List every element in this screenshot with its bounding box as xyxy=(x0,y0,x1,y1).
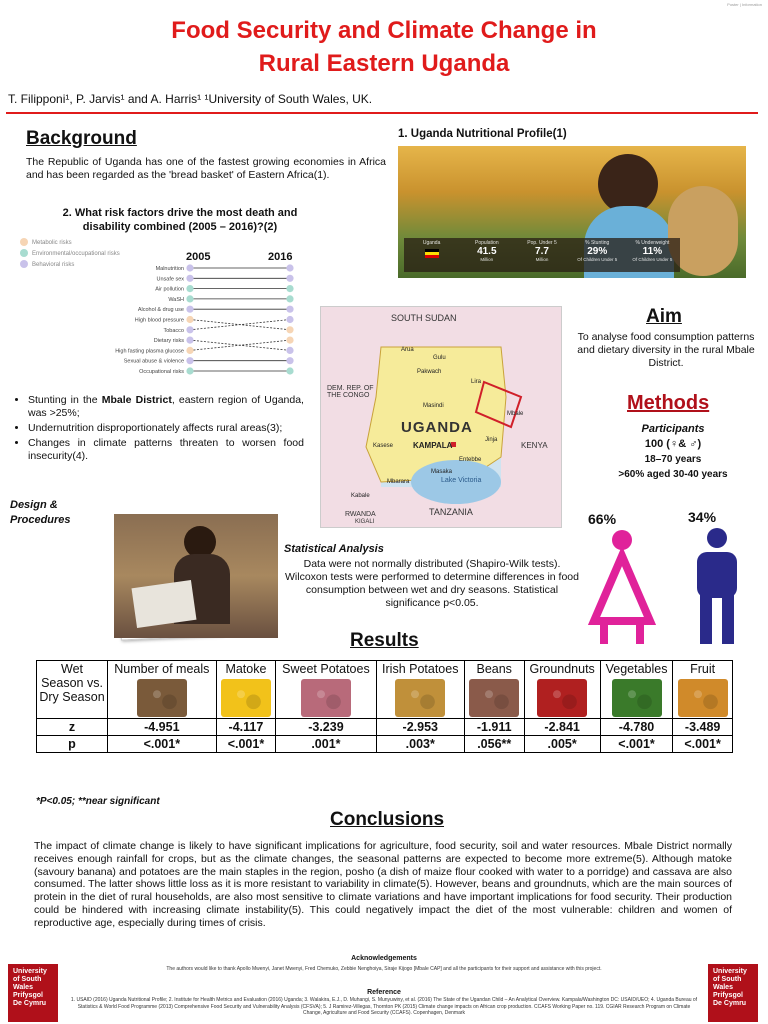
risk-ranking-chart xyxy=(100,262,300,387)
legend-behavioral: Behavioral risks xyxy=(20,260,120,271)
map-label-rwanda: RWANDA xyxy=(345,511,376,518)
column-label: Irish Potatoes xyxy=(382,662,459,676)
corner-note: Poster | Information xyxy=(727,2,762,7)
profile-stat-sub: Million xyxy=(480,257,494,262)
results-col-header xyxy=(600,661,672,719)
title-line-1: Food Security and Climate Change in xyxy=(171,17,597,44)
p-value: .003* xyxy=(376,736,464,753)
male-icon xyxy=(697,528,737,644)
risk-label: Unsafe sex xyxy=(156,276,184,283)
profile-stat-0 xyxy=(404,238,459,272)
participants-count: 100 (♀& ♂) xyxy=(644,438,702,450)
rank-2005-marker xyxy=(186,306,193,313)
usw-logo-right: University of South Wales Prifysgol De Cymru xyxy=(708,964,758,1022)
p-value: .001* xyxy=(276,736,376,753)
map-label-masindi: Masindi xyxy=(423,403,444,409)
z-value: -4.780 xyxy=(600,719,672,736)
results-note: *P<0.05; **near significant xyxy=(36,796,160,807)
food-image xyxy=(612,679,662,717)
z-value: -2.953 xyxy=(376,719,464,736)
profile-stat-label: % Underweight xyxy=(635,240,670,246)
stats-text: Data were not normally distributed (Shapiro-Wilk tests). Wilcoxon tests were performed to determine differences in food consumption between wet and dry seasons. Statistical significance p<0.05. xyxy=(285,558,579,609)
profile-stats-bar xyxy=(404,238,680,272)
results-z-row xyxy=(37,719,733,736)
risk-label: High fasting plasma glucose xyxy=(115,348,184,355)
bullet-undernutrition: • Undernutrition disproportionately affects rural areas(3); xyxy=(28,422,304,435)
results-col-header xyxy=(673,661,733,719)
risk-label: Dietary risks xyxy=(153,338,184,345)
map-label-tanzania: TANZANIA xyxy=(429,507,473,517)
aim-text: To analyse food consumption patterns and dietary diversity in the rural Mbale District. xyxy=(577,331,755,369)
profile-stat-sub: Of Children Under 5 xyxy=(577,257,618,262)
bullet-stunting: • Stunting in the Mbale District, eastern region of Uganda, was >25%; xyxy=(28,394,304,420)
food-image xyxy=(221,679,271,717)
map-label-pakwach: Pakwach xyxy=(417,369,442,375)
profile-stat-value: 7.7 xyxy=(535,246,549,257)
map-label-kampala: KAMPALA xyxy=(413,441,453,450)
title-line-2: Rural Eastern Uganda xyxy=(258,50,510,77)
risk-label: WaSH xyxy=(168,296,184,303)
female-icon xyxy=(594,530,650,644)
z-value: -3.489 xyxy=(673,719,733,736)
z-value: -4.117 xyxy=(216,719,276,736)
uganda-flag-icon xyxy=(425,249,439,258)
results-p-row xyxy=(37,736,733,753)
ref-heading: Reference xyxy=(367,989,401,996)
profile-stat-sub: Million xyxy=(535,257,549,262)
rank-2016-marker xyxy=(286,326,293,333)
participants-age-note: >60% aged 30-40 years xyxy=(618,469,728,480)
food-image xyxy=(137,679,187,717)
title-divider xyxy=(6,112,758,114)
risk-label: Tobacco xyxy=(163,327,184,334)
year-2005: 2005 xyxy=(186,251,211,263)
participants-age: 18–70 years xyxy=(644,454,702,465)
poster-title xyxy=(0,14,768,80)
risk-label: Malnutrition xyxy=(155,266,184,272)
column-label: Beans xyxy=(476,662,512,676)
p-label-cell: p xyxy=(37,736,108,753)
profile-stat-3 xyxy=(570,238,625,272)
conclusions-heading: Conclusions xyxy=(330,809,445,830)
map-label-jinja: Jinja xyxy=(485,437,498,443)
profile-photo xyxy=(398,146,746,278)
male-percent: 34% xyxy=(688,509,717,525)
map-label-mbarara: Mbarara xyxy=(387,479,410,485)
map-label-drc: DEM. REP. OF THE CONGO xyxy=(327,385,374,399)
rank-2016-marker xyxy=(286,347,293,354)
conclusions-text: The impact of climate change is likely to have significant implications for agriculture, food security, soil and water resources. Mbale District normally receives enough rainfall for crops, but as the climate changes, the seasonal patterns are expected to become more extreme(5). Although matoke (savoury banana) and potatoes are the main staples in the region, posho (a dish of maize flour cooked with water to a porridge) and cassava are also consumed. The latter shows little loss as it is more resistant to variability in climate(5). However, beans and groundnuts, which are the main sources of protein in the diet of rural households, are also most sensitive to climate variations and have important implications for food security. Their production could be hindered with increasing climate instability(5). This could negatively impact the diet of the most vulnerable: children and women of reproductive age, especially during times of crisis. xyxy=(34,840,732,929)
profile-heading: 1. Uganda Nutritional Profile(1) xyxy=(398,128,567,140)
rank-2016-marker xyxy=(286,264,293,271)
column-label: Vegetables xyxy=(605,662,668,676)
profile-stat-label: Pop. Under 5 xyxy=(527,240,557,246)
results-heading: Results xyxy=(350,630,419,651)
risk-label: Air pollution xyxy=(155,286,184,293)
map-label-arua: Arua xyxy=(401,347,414,353)
profile-stat-label: % Stunting xyxy=(585,240,610,246)
profile-stat-sub: Of Children Under 5 xyxy=(632,257,673,262)
p-value: <.001* xyxy=(673,736,733,753)
background-bullets xyxy=(14,394,304,465)
risk-label: Occupational risks xyxy=(139,369,184,375)
methods-heading: Methods xyxy=(627,392,710,414)
results-col-header xyxy=(216,661,276,719)
results-header-row xyxy=(37,661,733,719)
map-label-entebbe: Entebbe xyxy=(459,457,482,463)
z-value: -4.951 xyxy=(108,719,217,736)
rank-2005-marker xyxy=(186,357,193,364)
profile-stat-value: 41.5 xyxy=(477,246,497,257)
rank-2005-marker xyxy=(186,316,193,323)
risk-label: Alcohol & drug use xyxy=(137,307,184,314)
interview-photo xyxy=(114,514,278,638)
rank-2005-marker xyxy=(186,275,193,282)
map-label-kenya: KENYA xyxy=(521,441,548,450)
background-intro: The Republic of Uganda has one of the fastest growing economies in Africa and has been regarded as the 'bread basket' of Eastern Africa(1). xyxy=(26,156,386,181)
authors: T. Filipponi¹, P. Jarvis¹ and A. Harris¹ ¹University of South Wales, UK. xyxy=(8,92,373,106)
participants-label: Participants xyxy=(641,423,705,435)
profile-stat-value: 11% xyxy=(642,246,663,257)
uganda-map xyxy=(320,306,562,528)
column-label: Sweet Potatoes xyxy=(282,662,370,676)
results-col-header xyxy=(108,661,217,719)
questionnaire-paper xyxy=(132,580,197,628)
food-image xyxy=(301,679,351,717)
rank-2016-marker xyxy=(286,357,293,364)
gender-icons xyxy=(582,526,752,646)
profile-stat-1 xyxy=(459,238,514,272)
food-image xyxy=(537,679,587,717)
map-label-lira: Lira xyxy=(471,379,482,385)
profile-stat-label: Uganda xyxy=(422,240,441,246)
rank-2005-marker xyxy=(186,337,193,344)
legend-metabolic: Metabolic risks xyxy=(20,238,120,249)
ref-text: 1. USAID (2016) Uganda Nutritional Profile; 2. Institute for Health Metrics and Evaluation (2016) Uganda; 3. Walakira, E.J., D. Muhangi, S. Munyuwiny, et al. (2016) The State of the Ugandan Child – An Analytical Overview. Kampala/Washington DC: USAID/UEO; 4. Uganda Bureau of Statistics & World Food Programme (2013) Comprehensive Food Security and Vulnerability Analysis (CFSVA); 5. J Ramirez-Villegas, Thornton PK (2015) Climate change impacts on African crop production. CCAFS Working Paper no. 119. CGIAR Research Program on Climate Change, Agriculture and Food Security (CCAFS). Copenhagen, Denmark xyxy=(70,997,698,1016)
profile-stat-label: Population xyxy=(474,240,499,246)
rank-2005-marker xyxy=(186,367,193,374)
results-col-header xyxy=(376,661,464,719)
rank-2005-marker xyxy=(186,285,193,292)
results-col-header xyxy=(524,661,600,719)
results-table xyxy=(36,660,733,753)
p-value: .056** xyxy=(464,736,524,753)
p-value: <.001* xyxy=(600,736,672,753)
female-percent: 66% xyxy=(588,511,617,527)
risk-question: 2. What risk factors drive the most death and disability combined (2005 – 2016)?(2) xyxy=(62,207,298,233)
rank-2016-marker xyxy=(286,285,293,292)
map-label-kigali: KIGALI xyxy=(355,519,375,525)
column-label: Fruit xyxy=(690,662,716,676)
results-corner-cell: Wet Season vs. Dry Season xyxy=(37,661,108,719)
rank-2005-marker xyxy=(186,347,193,354)
map-label-uganda: UGANDA xyxy=(401,419,473,436)
risk-label: High blood pressure xyxy=(134,317,184,324)
z-label-cell: z xyxy=(37,719,108,736)
bullet-climate: • Changes in climate patterns threaten to worsen food insecurity(4). xyxy=(28,437,304,463)
map-label-kabale: Kabale xyxy=(351,493,370,499)
rank-2016-marker xyxy=(286,295,293,302)
z-value: -2.841 xyxy=(524,719,600,736)
p-value: <.001* xyxy=(108,736,217,753)
risk-ranking-lines xyxy=(100,262,300,387)
rank-2016-marker xyxy=(286,306,293,313)
aim-heading: Aim xyxy=(646,306,682,327)
legend-environmental: Environmental/occupational risks xyxy=(20,249,120,260)
ack-text: The authors would like to thank Apollo Mwenyi, Janet Mwenyi, Fred Chemuko, Zebbie Nenghoiya, Siraje Kijogo [Mbale CAP] and all the participants for their support and assistance with this project. xyxy=(166,966,602,972)
year-2016: 2016 xyxy=(268,251,293,263)
column-label: Matoke xyxy=(225,662,267,676)
food-image xyxy=(395,679,445,717)
rank-2016-marker xyxy=(286,367,293,374)
profile-stat-2 xyxy=(514,238,569,272)
map-label-kasese: Kasese xyxy=(373,443,394,449)
usw-logo-left: University of South Wales Prifysgol De Cymru xyxy=(8,964,58,1022)
food-image xyxy=(469,679,519,717)
participants-block xyxy=(588,422,758,482)
rank-2005-marker xyxy=(186,326,193,333)
results-col-header xyxy=(464,661,524,719)
map-label-gulu: Gulu xyxy=(433,355,446,361)
profile-stat-value: 29% xyxy=(587,246,608,257)
risk-label: Sexual abuse & violence xyxy=(123,358,184,365)
rank-2016-marker xyxy=(286,275,293,282)
background-heading: Background xyxy=(26,128,137,149)
stats-heading: Statistical Analysis xyxy=(284,543,384,555)
map-label-mbale: Mbale xyxy=(507,411,524,417)
map-label-south-sudan: SOUTH SUDAN xyxy=(391,313,457,323)
ack-heading: Acknowledgements xyxy=(351,955,417,962)
column-label: Number of meals xyxy=(114,662,210,676)
design-heading: Design & Procedures xyxy=(10,499,71,526)
p-value: <.001* xyxy=(216,736,276,753)
profile-stat-4 xyxy=(625,238,680,272)
rank-2005-marker xyxy=(186,264,193,271)
z-value: -1.911 xyxy=(464,719,524,736)
food-image xyxy=(678,679,728,717)
rank-2016-marker xyxy=(286,337,293,344)
farmer-figure xyxy=(598,154,658,214)
map-label-lake-victoria: Lake Victoria xyxy=(441,477,482,484)
rank-2005-marker xyxy=(186,295,193,302)
rank-2016-marker xyxy=(286,316,293,323)
p-value: .005* xyxy=(524,736,600,753)
column-label: Groundnuts xyxy=(529,662,595,676)
z-value: -3.239 xyxy=(276,719,376,736)
results-col-header xyxy=(276,661,376,719)
map-label-masaka: Masaka xyxy=(431,469,453,475)
